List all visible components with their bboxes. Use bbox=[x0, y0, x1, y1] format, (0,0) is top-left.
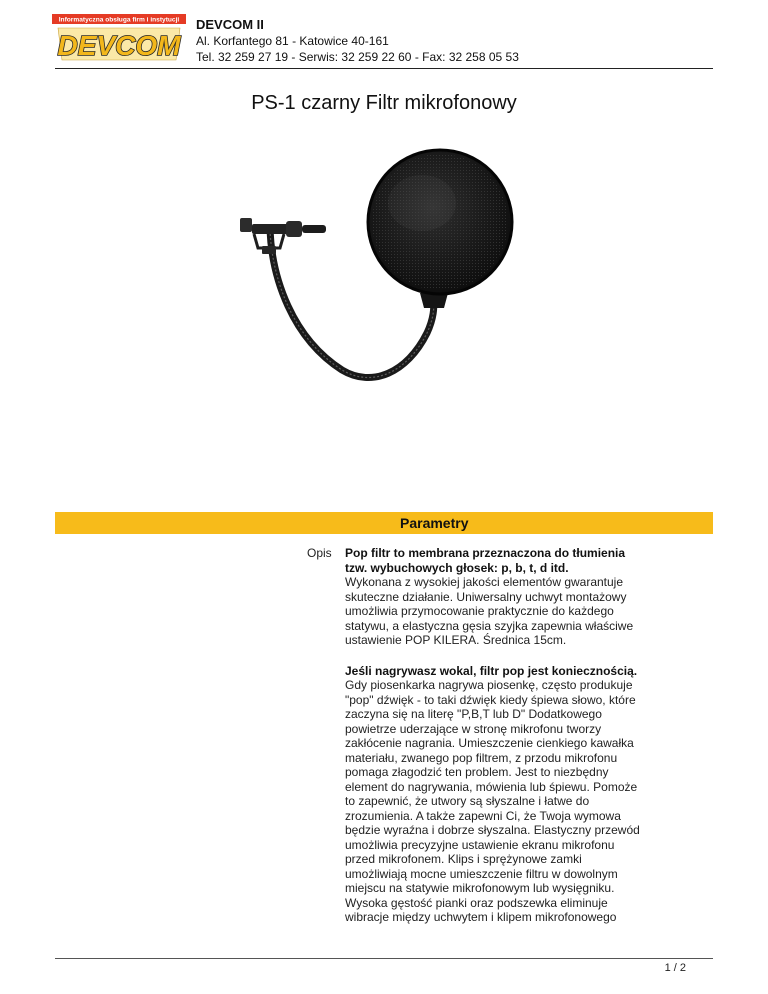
description-heading-2: Jeśli nagrywasz wokal, filtr pop jest koniecznością. bbox=[345, 663, 638, 678]
pop-filter-illustration bbox=[222, 148, 522, 408]
param-label-opis: Opis bbox=[307, 546, 332, 560]
description-body-1: Wykonana z wysokiej jakości elementów gwarantuje skuteczne działanie. Uniwersalny uchwyt montażowy umożliwia przymocowanie praktycznie do każdego statywu, a elastyczna gęsia szyjka zapewnia właściwe ustawienie POP KILERA. Średnica 15cm. bbox=[345, 575, 634, 647]
logo-tagline: Informatyczna obsługa firm i instytucji bbox=[58, 16, 180, 24]
company-info bbox=[196, 16, 519, 65]
page-number: 1 / 2 bbox=[664, 962, 686, 974]
description-heading-1: Pop filtr to membrana przeznaczona do tłumienia tzw. wybuchowych głosek: p, b, t, d itd. bbox=[345, 546, 626, 575]
param-description bbox=[345, 546, 645, 925]
description-body-2: Gdy piosenkarka nagrywa piosenkę, często produkuje "pop" dźwięk - to taki dźwięk kiedy śpiewa słowo, które zaczyna się na literę "P,B,T lub D" Dodatkowego powietrze uderzające w stronę mikrofonu tworzy zakłócenie nagrania. Umieszczenie cienkiego kawałka materiału, zwanego pop filtrem, z przodu mikrofonu pomaga złagodzić ten problem. Jest to niezbędny element do nagrywania, mówienia lub śpiewu. Pomoże to zapewnić, że utwory są słyszalne i łatwe do zrozumienia. A także zapewni Ci, że Twoja wymowa będzie wyraźna i dobrze słyszalna. Elastyczny przewód umożliwia precyzyjne ustawienie ekranu mikrofonu przed mikrofonem. Klips i sprężynowe zamki umożliwiają mocne umieszczenie filtru w dowolnym miejscu na statywie mikrofonowym lub wysięgniku. Wysoka gęstość pianki oraz podszewka eliminuje wibracje między uchwytem i klipem mikrofonowego bbox=[345, 678, 640, 924]
company-name: DEVCOM II bbox=[196, 17, 264, 32]
company-contact: Tel. 32 259 27 19 - Serwis: 32 259 22 60 - Fax: 32 258 05 53 bbox=[196, 50, 519, 64]
product-title: PS-1 czarny Filtr mikrofonowy bbox=[251, 92, 517, 114]
header-divider bbox=[55, 68, 713, 69]
parameters-header bbox=[55, 512, 713, 534]
footer-divider bbox=[55, 958, 713, 959]
description-paragraph-1 bbox=[345, 546, 645, 648]
devcom-logo bbox=[52, 14, 186, 62]
logo-wordmark: DEVCOM bbox=[57, 30, 181, 61]
parameters-title: Parametry bbox=[400, 515, 469, 531]
description-paragraph-2 bbox=[345, 664, 645, 925]
company-address: Al. Korfantego 81 - Katowice 40-161 bbox=[196, 34, 389, 48]
